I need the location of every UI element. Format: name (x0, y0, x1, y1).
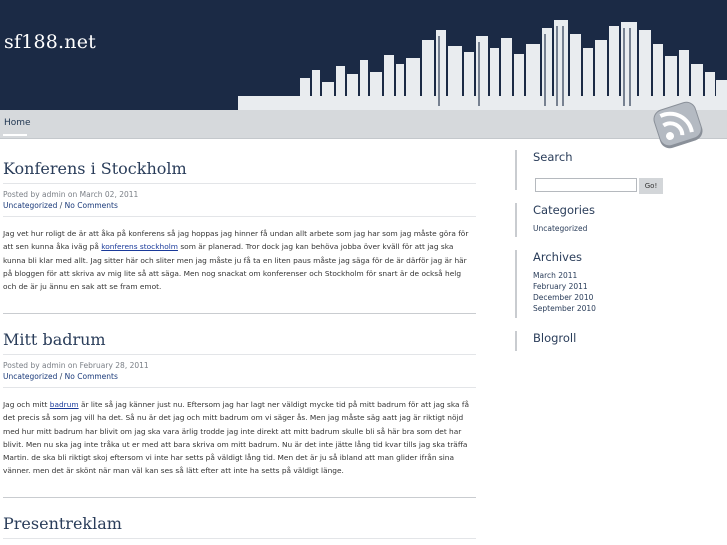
inline-link-badrum[interactable]: badrum (49, 400, 79, 409)
post-body-text: är lite så jag känner just nu. Eftersom jag har lagt ner väldigt mycke tid på mitt badrum för att jag ska få det precis så som jag vill ha det. Så nu är det jag och mitt badrum om vi säger ås. Men jag måste säg aatt jag är riktigt nöjd med hur mitt badrum har blivit om jag ska vara ärlig trodde jag inte direkt att mitt badrum skulle bli så här bra som det har blivit. Men nu ska jag inte tråka ut er med att bara skriva om mitt badrum. Nu är det inte jätte lång tid kvar tills jag ska träffa Martin. de ska bli riktigt skoj eftersom vi inte har setts på väldigt lång tid. Men det är ju så ibland att man glider ifrån sina vänner. men det är skönt när man väl kan ses så lätt efter att inte ha setts på väldigt länge. (3, 400, 470, 476)
site-header (0, 0, 727, 110)
post-body (3, 398, 476, 478)
archive-link[interactable]: September 2010 (533, 304, 596, 313)
city-skyline-graphic (0, 0, 727, 110)
search-input[interactable] (535, 178, 637, 192)
post-badrum (3, 330, 476, 478)
post-body-text: som är planerad. Tror dock jag kan behöva jobba över kväll för att jag ska kunna bli klar med allt. Jag sitter här och sliter men jag måste ju få ta en liten paus måste jag säga för de är därför jag är här på bloggen för att skriva av mig lite så att säga. Men nog snackat om konferenser och Stockholm för snart är de också helg och de är ju ännu en sak att se fram emot. (3, 242, 467, 292)
widget-title-blogroll: Blogroll (533, 331, 577, 345)
archives-list (533, 270, 727, 314)
post-title[interactable]: Presentreklam (3, 514, 122, 533)
category-link[interactable]: Uncategorized (3, 201, 58, 210)
widget-title-archives: Archives (533, 250, 583, 264)
post-date: February 28, 2011 (79, 361, 149, 370)
post-meta (3, 189, 476, 200)
list-item (533, 303, 727, 314)
archives-widget (515, 250, 727, 318)
rss-feed-icon[interactable] (650, 99, 706, 151)
list-item (533, 223, 727, 234)
nav-item-home[interactable]: Home (4, 118, 31, 128)
post-categories: Uncategorized / No Comments (3, 201, 118, 210)
post-separator (3, 313, 476, 314)
title-divider (3, 354, 476, 355)
title-divider (3, 183, 476, 184)
search-button[interactable]: Go! (639, 178, 663, 194)
category-link[interactable]: Uncategorized (533, 224, 588, 233)
list-item (533, 281, 727, 292)
comments-link[interactable]: No Comments (64, 372, 118, 381)
category-link[interactable]: Uncategorized (3, 372, 58, 381)
nav-active-indicator (3, 134, 27, 136)
inline-link-konferens[interactable]: konferens stockholm (101, 242, 178, 252)
post-meta-prefix: Posted by admin on (3, 361, 78, 370)
post-body-text: Jag vet hur roligt de är att åka på konferens så jag hoppas jag hinner få undan allt arbete som jag har som jag måste göra för att sen kunna åka iväg på (3, 229, 469, 252)
archive-link[interactable]: March 2011 (533, 271, 578, 280)
post-categories: Uncategorized / No Comments (3, 372, 118, 381)
post-date: March 02, 2011 (79, 190, 139, 199)
post-title[interactable]: Mitt badrum (3, 330, 106, 349)
archive-link[interactable]: December 2010 (533, 293, 594, 302)
title-divider (3, 538, 476, 539)
categories-widget (515, 203, 727, 237)
post-separator (3, 497, 476, 498)
list-item (533, 270, 727, 281)
widget-title-search: Search (533, 150, 573, 164)
blogroll-widget (515, 331, 727, 351)
meta-divider (3, 216, 476, 217)
search-widget (515, 150, 727, 190)
archive-link[interactable]: February 2011 (533, 282, 588, 291)
meta-divider (3, 387, 476, 388)
comments-link[interactable]: No Comments (64, 201, 118, 210)
post-body (3, 227, 476, 293)
main-nav (0, 110, 727, 139)
widget-title-categories: Categories (533, 203, 595, 217)
post-meta-prefix: Posted by admin on (3, 190, 78, 199)
list-item (533, 292, 727, 303)
post-presentreklam (3, 514, 476, 544)
post-konferens (3, 159, 476, 293)
categories-list (533, 223, 727, 234)
post-title[interactable]: Konferens i Stockholm (3, 159, 187, 178)
post-body-text: Jag och mitt (3, 400, 50, 409)
post-meta (3, 360, 476, 371)
site-title[interactable]: sf188.net (4, 31, 97, 53)
